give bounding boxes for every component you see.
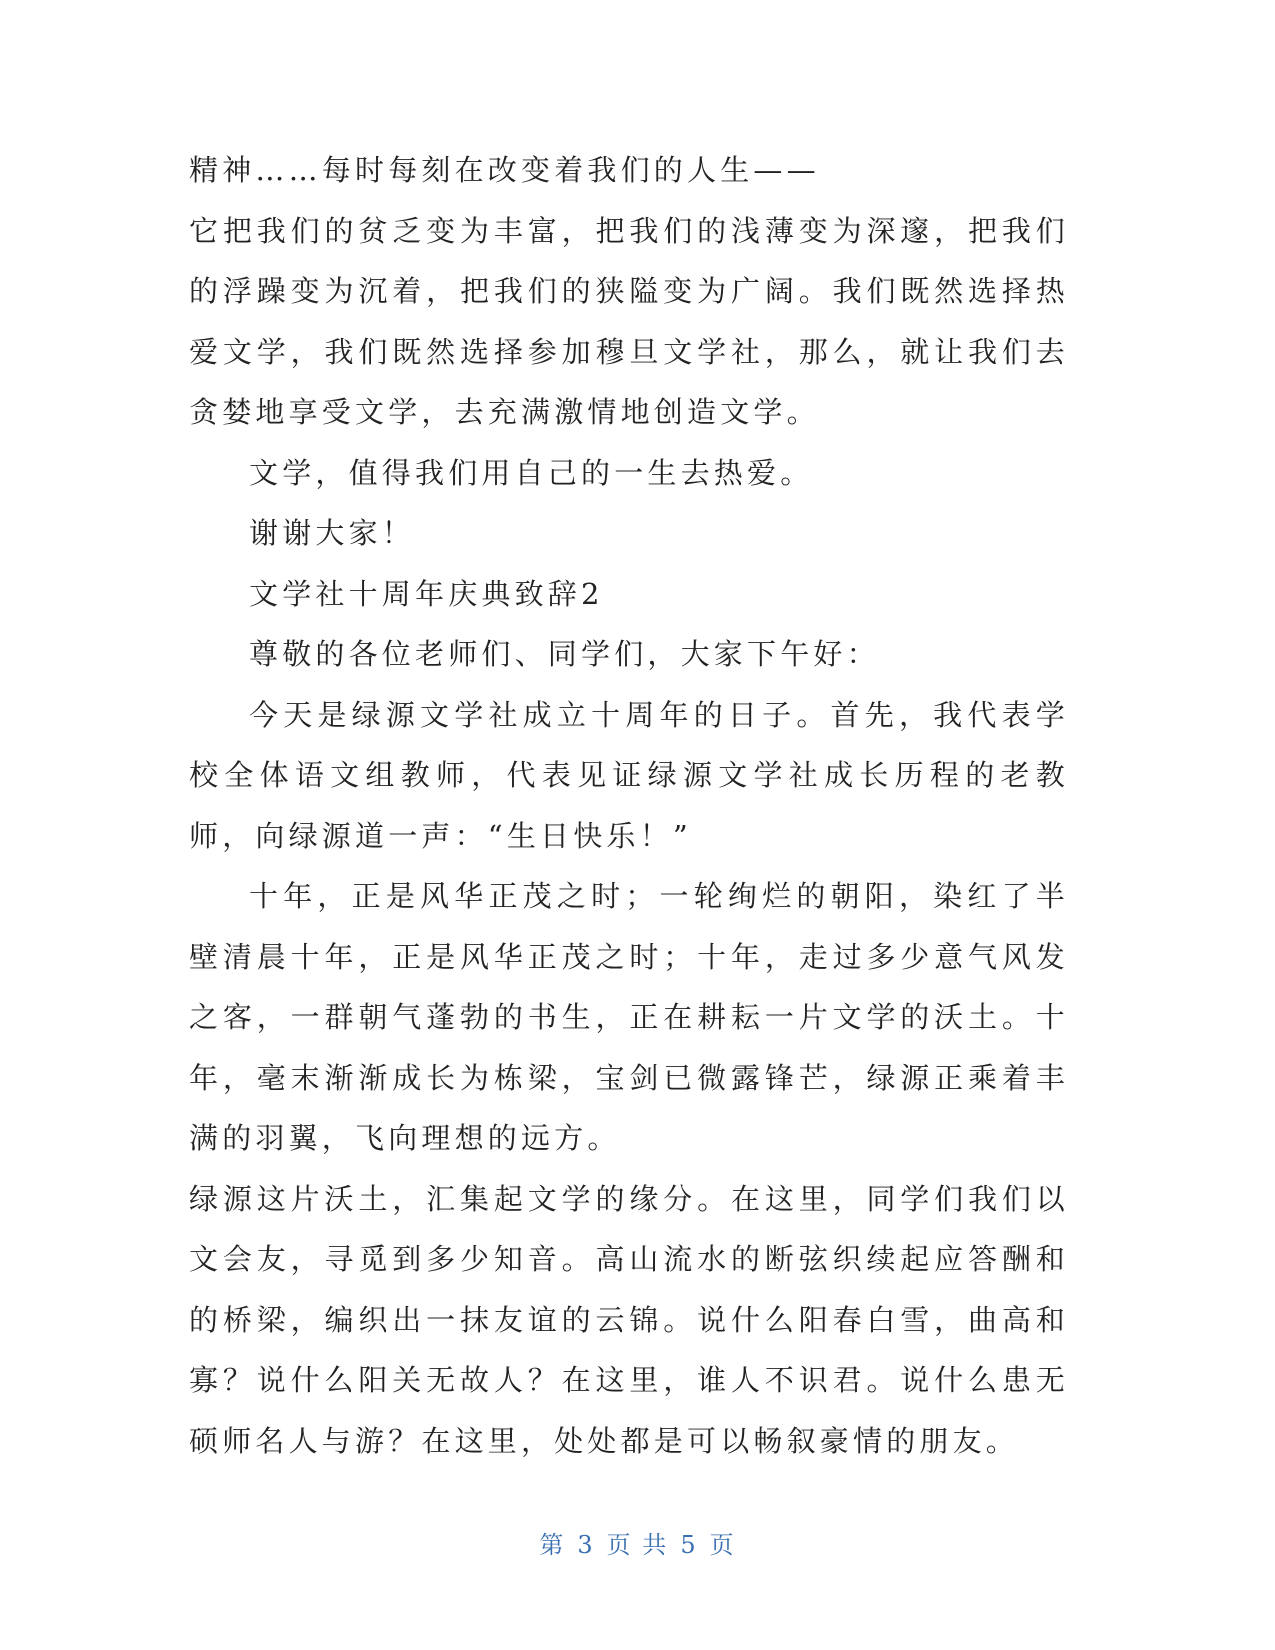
document-body (189, 140, 1069, 1471)
paragraph-4: 谢谢大家！ (249, 516, 416, 550)
page-footer (0, 1525, 1275, 1560)
section-heading: 文学社十周年庆典致辞2 (249, 576, 604, 611)
paragraph-9: 绿源这片沃土，汇集起文学的缘分。在这里，同学们我们以文会友，寻觅到多少知音。高山流水的断弦织续起应答酬和的桥梁，编织出一抹友谊的云锦。说什么阳春白雪，曲高和寡？说什么阳关无故人？在这里，谁人不识君。说什么患无硕师名人与游？在这里，处处都是可以畅叙豪情的朋友。 (189, 1181, 1069, 1458)
paragraph-8: 十年，正是风华正茂之时；一轮绚烂的朝阳，染红了半壁清晨十年，正是风华正茂之时；十年，走过多少意气风发之客，一群朝气蓬勃的书生，正在耕耘一片文学的沃土。十年，毫末渐渐成长为栋梁，宝剑已微露锋芒，绿源正乘着丰满的羽翼，飞向理想的远方。 (189, 879, 1069, 1155)
footer-suffix: 页 (709, 1531, 736, 1559)
footer-mid: 页 共 (606, 1531, 669, 1559)
footer-current-page: 3 (577, 1531, 595, 1559)
footer-prefix: 第 (539, 1531, 566, 1559)
footer-total-pages: 5 (680, 1531, 698, 1559)
paragraph-3: 文学，值得我们用自己的一生去热爱。 (249, 455, 814, 490)
paragraph-2: 它把我们的贫乏变为丰富，把我们的浅薄变为深邃，把我们的浮躁变为沉着，把我们的狭隘变为广阔。我们既然选择热爱文学，我们既然选择参加穆旦文学社，那么，就让我们去贪婪地享受文学，去充满激情地创造文学。 (189, 213, 1069, 429)
paragraph-7: 今天是绿源文学社成立十周年的日子。首先，我代表学校全体语文组教师，代表见证绿源文学社成长历程的老教师，向绿源道一声：“生日快乐！” (189, 697, 1069, 853)
paragraph-1: 精神……每时每刻在改变着我们的人生—— (189, 153, 820, 187)
paragraph-greeting: 尊敬的各位老师们、同学们，大家下午好： (249, 637, 880, 671)
